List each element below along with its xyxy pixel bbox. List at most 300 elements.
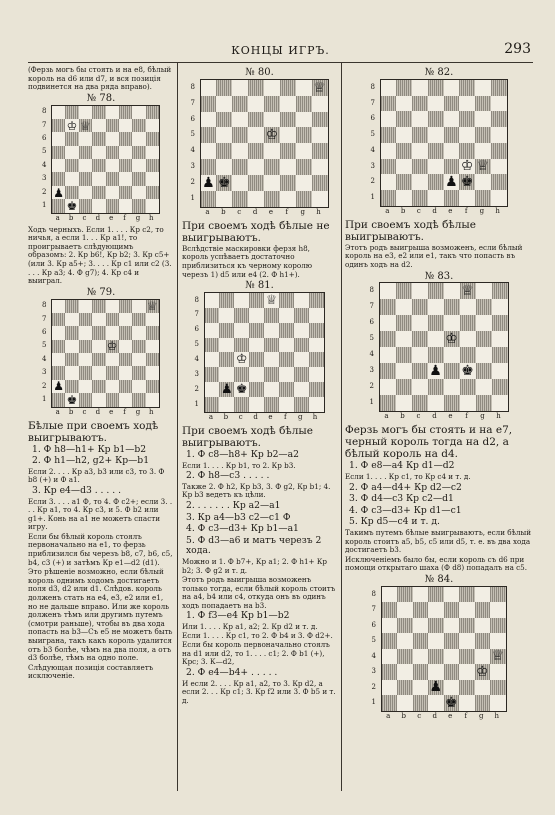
board-square — [476, 283, 492, 299]
move-line: 2. Ф h8—c3 . . . . . — [186, 470, 270, 482]
board-square — [459, 649, 475, 665]
board-square — [264, 127, 280, 143]
file-label: g — [135, 213, 141, 222]
board-square — [201, 175, 217, 191]
board-square — [444, 111, 460, 127]
rank-label: 7 — [369, 302, 374, 311]
board-square — [79, 340, 92, 353]
chess-piece: ♕ — [80, 118, 91, 133]
board-square — [232, 175, 248, 191]
board-square — [296, 191, 312, 207]
board-square — [490, 695, 506, 711]
board-square — [309, 338, 324, 353]
board-square — [312, 159, 328, 175]
board-square — [396, 127, 412, 143]
rank-label: 2 — [369, 382, 374, 391]
board-square — [249, 382, 264, 397]
board-square — [397, 695, 413, 711]
board-square — [413, 680, 429, 696]
board-square — [309, 382, 324, 397]
file-labels — [381, 712, 505, 722]
rank-labels — [195, 293, 204, 412]
board-square — [381, 143, 397, 159]
rank-labels — [42, 300, 51, 407]
board-square — [234, 308, 249, 323]
board-square — [279, 367, 294, 382]
chess-piece: ♚ — [460, 174, 474, 191]
board-square — [92, 132, 105, 145]
file-label: c — [82, 213, 87, 222]
chess-piece: ♟ — [53, 185, 65, 200]
board-square — [219, 382, 234, 397]
board-square — [444, 649, 460, 665]
board-square — [264, 308, 279, 323]
file-label: b — [68, 407, 74, 416]
board-square — [309, 293, 324, 308]
board-square — [119, 380, 132, 393]
board-square — [312, 127, 328, 143]
board-square — [249, 293, 264, 308]
file-label: d — [253, 412, 258, 421]
board-square — [264, 397, 279, 412]
board-square — [92, 159, 105, 172]
board-square — [475, 602, 491, 618]
board-square — [248, 80, 264, 96]
board-square — [132, 186, 145, 199]
board-square — [201, 143, 217, 159]
board-square — [106, 326, 119, 339]
file-label: g — [300, 207, 305, 216]
board-square — [205, 382, 220, 397]
board-square — [428, 283, 444, 299]
board-square — [412, 331, 428, 347]
rank-label: 7 — [42, 314, 47, 323]
board-square — [106, 146, 119, 159]
board-square — [490, 633, 506, 649]
board-square — [249, 323, 264, 338]
board-square — [92, 340, 105, 353]
board-square — [491, 190, 507, 206]
board-square — [264, 80, 280, 96]
rank-label: 4 — [371, 651, 376, 660]
diagram-78-text: Ходъ черныхъ. Если 1. . . . Кр c2, то ничья, а если 1. . . Кр a1!, то проигрываетъ слѣдующимъ образомъ: 2. Кр b6!, Кр b2; 3. Кр c5+ (или 3. Кр a5+; 3. . . . Кр c1 или c2 (3. . . . Кр a3; 4. Ф g7); 4. Кр c4 и выиграл. — [28, 224, 172, 286]
chess-piece: ♟ — [53, 379, 65, 394]
move-line: 2. . . . . . . Кр a2—a1 — [186, 499, 281, 511]
board-square — [106, 106, 119, 119]
file-label: b — [401, 711, 406, 720]
rank-label: 3 — [190, 162, 195, 171]
board-square — [396, 159, 412, 175]
file-label: d — [432, 711, 437, 720]
file-label: h — [495, 206, 500, 215]
board-square — [146, 353, 159, 366]
board-square — [396, 363, 412, 379]
chess-piece: ♚ — [66, 392, 78, 407]
board-square — [65, 159, 78, 172]
rank-labels — [42, 106, 51, 213]
board-square — [216, 191, 232, 207]
board-square — [413, 695, 429, 711]
paragraph: Также 2. Ф h2, Кр b3, 3. Ф g2, Кр b1; 4. Кр b3 ведетъ къ цѣли. — [182, 481, 331, 500]
board-square — [460, 331, 476, 347]
file-label: b — [223, 412, 229, 421]
chess-piece: ♟ — [220, 382, 233, 398]
board-square — [412, 379, 428, 395]
board-square — [476, 315, 492, 331]
board-square — [382, 587, 398, 603]
board-square — [428, 315, 444, 331]
board-square — [492, 331, 508, 347]
board-square — [459, 680, 475, 696]
board-square — [459, 695, 475, 711]
rank-label: 7 — [42, 120, 47, 129]
chess-piece: ♕ — [313, 79, 326, 96]
board-square — [132, 172, 145, 185]
board-square — [459, 111, 475, 127]
file-label: g — [479, 711, 484, 720]
rank-labels — [191, 80, 200, 207]
board-square — [428, 649, 444, 665]
file-label: e — [268, 207, 274, 216]
board-square — [234, 397, 249, 412]
board-square — [381, 159, 397, 175]
board-square — [146, 366, 159, 379]
chess-piece: ♚ — [235, 382, 248, 398]
file-labels — [204, 413, 323, 423]
board-square — [279, 382, 294, 397]
board-square — [279, 323, 294, 338]
board-square — [92, 313, 105, 326]
file-label: b — [68, 213, 74, 222]
file-label: d — [252, 207, 258, 216]
chess-board — [380, 79, 508, 207]
chess-piece: ♔ — [235, 352, 248, 368]
column-2 — [182, 66, 337, 790]
chess-board — [379, 282, 509, 412]
file-label: c — [82, 407, 87, 416]
board-square — [248, 159, 264, 175]
board-square — [65, 366, 78, 379]
board-square — [52, 132, 65, 145]
file-label: e — [268, 412, 273, 421]
paragraph: Вслѣдствіе маскировки ферзя h8, король успѣваетъ достаточно приблизиться къ черному королю черезъ 1) d5 или e4 (2. Ф h1+). — [182, 243, 313, 279]
board-square — [216, 96, 232, 112]
board-square — [132, 313, 145, 326]
rank-label: 4 — [42, 354, 47, 363]
board-square — [65, 199, 78, 212]
rank-label: 8 — [370, 82, 375, 91]
board-square — [52, 366, 65, 379]
file-label: c — [416, 206, 421, 215]
chess-piece: ♕ — [265, 292, 278, 308]
board-square — [216, 112, 232, 128]
board-square — [106, 199, 119, 212]
board-square — [65, 393, 78, 406]
board-square — [475, 695, 491, 711]
board-square — [119, 313, 132, 326]
board-square — [312, 112, 328, 128]
board-square — [119, 340, 132, 353]
board-square — [232, 159, 248, 175]
board-square — [264, 352, 279, 367]
board-square — [428, 159, 444, 175]
board-square — [312, 175, 328, 191]
board-square — [52, 353, 65, 366]
board-square — [459, 587, 475, 603]
board-square — [412, 347, 428, 363]
board-square — [459, 174, 475, 190]
board-square — [79, 353, 92, 366]
board-square — [381, 127, 397, 143]
board-square — [397, 680, 413, 696]
file-label: a — [384, 412, 389, 421]
board-square — [444, 618, 460, 634]
chess-piece: ♟ — [202, 174, 215, 191]
file-label: g — [297, 412, 303, 421]
board-square — [119, 106, 132, 119]
move-line: 1. Ф f3—e4 Кр b1—b2 — [186, 610, 290, 622]
board-square — [312, 80, 328, 96]
rank-label: 8 — [194, 295, 199, 304]
rank-label: 3 — [42, 174, 47, 183]
board-square — [79, 106, 92, 119]
board-square — [491, 111, 507, 127]
board-square — [475, 633, 491, 649]
rank-label: 1 — [190, 193, 195, 202]
board-square — [413, 664, 429, 680]
board-square — [248, 191, 264, 207]
chess-board — [204, 292, 325, 413]
chess-piece: ♕ — [476, 158, 490, 175]
rank-label: 2 — [371, 682, 376, 691]
board-square — [413, 649, 429, 665]
board-square — [249, 308, 264, 323]
file-label: e — [448, 711, 453, 720]
board-square — [132, 159, 145, 172]
column-rule-right — [341, 63, 342, 791]
board-square — [92, 146, 105, 159]
board-square — [106, 132, 119, 145]
diagram-79-caption: Бѣлые при своемъ ходѣ выигрываютъ. — [28, 419, 159, 444]
file-label: e — [109, 213, 114, 222]
file-label: a — [205, 207, 210, 216]
file-label: g — [480, 412, 485, 421]
file-label: f — [285, 207, 289, 216]
file-label: f — [284, 412, 287, 421]
board-square — [380, 331, 396, 347]
board-square — [380, 395, 396, 411]
move-line: 5. Кр d5—c4 и т. д. — [349, 516, 440, 528]
board-square — [232, 191, 248, 207]
board-square — [382, 602, 398, 618]
rank-label: 3 — [369, 366, 374, 375]
board-square — [428, 347, 444, 363]
chess-piece: ♔ — [265, 127, 279, 144]
board-square — [382, 649, 398, 665]
board-square — [476, 299, 492, 315]
rank-labels — [371, 80, 380, 206]
board-square — [444, 379, 460, 395]
board-square — [205, 367, 220, 382]
board-square — [132, 119, 145, 132]
board-square — [65, 300, 78, 313]
board-square — [381, 174, 397, 190]
move-line: 2. Ф h1—h2, g2+ Кр—b1 — [32, 455, 150, 467]
board-square — [412, 143, 428, 159]
board-square — [248, 175, 264, 191]
board-square — [280, 96, 296, 112]
board-square — [52, 146, 65, 159]
board-square — [459, 159, 475, 175]
board-square — [476, 379, 492, 395]
board-square — [232, 143, 248, 159]
move-line: 1. Ф c8—h8+ Кр b2—a2 — [186, 448, 299, 460]
rank-label: 3 — [194, 369, 199, 378]
board-square — [380, 315, 396, 331]
board-square — [428, 602, 444, 618]
board-square — [444, 315, 460, 331]
board-square — [444, 664, 460, 680]
board-square — [381, 96, 397, 112]
board-square — [249, 352, 264, 367]
board-square — [205, 352, 220, 367]
chess-piece: ♔ — [460, 158, 474, 175]
chess-piece: ♕ — [146, 299, 158, 314]
board-square — [476, 363, 492, 379]
rank-label: 3 — [371, 667, 376, 676]
board-square — [380, 379, 396, 395]
board-square — [428, 664, 444, 680]
rank-label: 5 — [42, 147, 47, 156]
board-square — [490, 664, 506, 680]
rank-label: 6 — [371, 620, 376, 629]
chess-piece: ♚ — [461, 363, 474, 380]
board-square — [412, 395, 428, 411]
file-label: e — [109, 407, 114, 416]
board-square — [65, 380, 78, 393]
board-square — [219, 308, 234, 323]
paragraph: Если бы бѣлый король стоялъ первоначально на e1, то ферзь приблизился бы черезъ b8, c7, b6, c5, b4, c3 (+) и затѣмъ Кр e1—d2 (d1). — [28, 531, 173, 567]
board-square — [412, 283, 428, 299]
board-square — [412, 363, 428, 379]
board-square — [52, 300, 65, 313]
board-square — [396, 347, 412, 363]
board-square — [146, 159, 159, 172]
board-square — [132, 353, 145, 366]
board-square — [234, 367, 249, 382]
diagram-83-number: № 83. — [424, 270, 454, 282]
board-square — [413, 633, 429, 649]
column-3 — [345, 66, 533, 790]
move-line: 4. Ф c3—d3+ Кр b1—a1 — [186, 523, 299, 535]
file-label: e — [448, 412, 453, 421]
board-square — [279, 352, 294, 367]
board-square — [459, 190, 475, 206]
board-square — [201, 159, 217, 175]
board-square — [428, 331, 444, 347]
board-square — [412, 159, 428, 175]
page-number: 293 — [504, 41, 531, 57]
board-square — [106, 300, 119, 313]
board-square — [106, 172, 119, 185]
board-square — [249, 397, 264, 412]
board-square — [444, 602, 460, 618]
file-label: g — [135, 407, 141, 416]
board-square — [491, 96, 507, 112]
board-square — [146, 106, 159, 119]
diagram-82-number: № 82. — [424, 67, 454, 78]
board-square — [65, 340, 78, 353]
board-square — [79, 366, 92, 379]
board-square — [132, 380, 145, 393]
board-square — [79, 132, 92, 145]
intro-note: (Ферзь могъ бы стоять и на e8, бѣлый король на d6 или d7, и вся позиція подвинется на два ряда вправо). — [28, 66, 172, 92]
board-square — [248, 127, 264, 143]
board-square — [92, 106, 105, 119]
board-square — [219, 397, 234, 412]
rank-label: 2 — [370, 177, 375, 186]
board-square — [132, 106, 145, 119]
board-square — [146, 119, 159, 132]
board-square — [475, 618, 491, 634]
board-square — [132, 146, 145, 159]
rank-labels — [370, 283, 379, 411]
board-square — [279, 308, 294, 323]
board-square — [52, 340, 65, 353]
paragraph: Если 1. . . . Кр c1, то Кр c4 и т. д. — [345, 471, 471, 481]
board-square — [492, 395, 508, 411]
board-square — [396, 395, 412, 411]
paragraph: Если 1. . . . Кр b1, то 2. Кр b3. — [182, 460, 296, 470]
board-square — [106, 159, 119, 172]
board-square — [312, 191, 328, 207]
board-square — [428, 80, 444, 96]
board-square — [132, 300, 145, 313]
board-square — [490, 649, 506, 665]
diagram-82-caption: При своемъ ходѣ бѣлые выигрываютъ. — [345, 218, 476, 243]
board-square — [52, 172, 65, 185]
board-square — [92, 186, 105, 199]
board-square — [475, 664, 491, 680]
board-square — [92, 199, 105, 212]
board-square — [444, 680, 460, 696]
move-line: 5. Ф d3—a6 и матъ черезъ 2 хода. — [186, 534, 322, 557]
board-square — [428, 363, 444, 379]
board-square — [52, 186, 65, 199]
board-square — [106, 366, 119, 379]
board-square — [264, 293, 279, 308]
file-label: d — [95, 407, 101, 416]
board-square — [460, 299, 476, 315]
paragraph: Можно и 1. Ф b7+, Кр a1; 2. Ф h1+ Кр b2; 3. Ф g2 и т. д. — [182, 556, 328, 575]
board-square — [428, 143, 444, 159]
board-square — [296, 80, 312, 96]
chess-diagram-81 — [195, 292, 325, 423]
move-line: 2. Ф e4—b4+ . . . . . — [186, 667, 278, 679]
board-square — [232, 127, 248, 143]
board-square — [106, 119, 119, 132]
column-1 — [28, 66, 174, 790]
board-square — [79, 172, 92, 185]
chess-board — [51, 299, 160, 408]
board-square — [279, 293, 294, 308]
board-square — [119, 146, 132, 159]
board-square — [132, 326, 145, 339]
rank-label: 5 — [42, 341, 47, 350]
chess-piece: ♟ — [429, 363, 442, 380]
board-square — [309, 323, 324, 338]
page-header — [28, 40, 533, 63]
